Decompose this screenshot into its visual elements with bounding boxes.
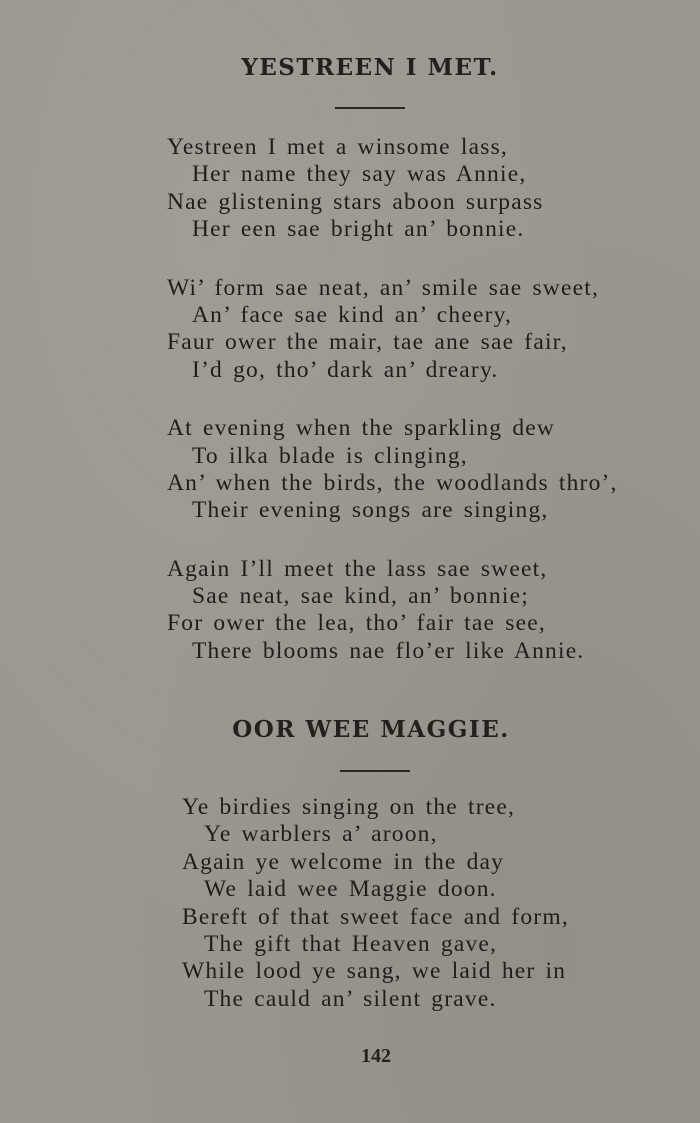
poem-line: We laid wee Maggie doon. <box>204 876 497 903</box>
poem-line: There blooms nae flo’er like Annie. <box>192 637 585 664</box>
poem-line: Ye birdies singing on the tree, <box>182 794 516 820</box>
poem-line: Their evening songs are singing, <box>192 497 549 524</box>
poem-line: Faur ower the mair, tae ane sae fair, <box>167 329 568 356</box>
poem-title-maggie: OOR WEE MAGGIE. <box>232 716 510 743</box>
poem-line: Wi’ form sae neat, an’ smile sae sweet, <box>167 274 600 301</box>
poem-line: Again I’ll meet the lass sae sweet, <box>167 555 548 582</box>
poem-line: While lood ye sang, we laid her in <box>182 958 567 985</box>
poem-line: At evening when the sparkling dew <box>167 415 556 442</box>
stanza <box>167 415 618 525</box>
title-rule <box>340 770 410 772</box>
poem-line: Sae neat, sae kind, an’ bonnie; <box>192 583 529 610</box>
poem-line: Ye warblers a’ aroon, <box>204 821 438 848</box>
poem-line: The cauld an’ silent grave. <box>204 985 497 1012</box>
poem-line: An’ when the birds, the woodlands thro’, <box>167 469 618 496</box>
poem-line: Her name they say was Annie, <box>192 161 527 188</box>
poem-line: Her een sae bright an’ bonnie. <box>192 216 525 243</box>
poem-title-yestreen: YESTREEN I MET. <box>241 54 499 81</box>
poem-line: Nae glistening stars aboon surpass <box>167 188 544 215</box>
poem-maggie <box>182 794 569 1013</box>
poem-line: Again ye welcome in the day <box>182 848 505 875</box>
poem-line: The gift that Heaven gave, <box>204 930 498 957</box>
stanza <box>167 134 618 244</box>
stanza <box>167 556 618 666</box>
poem-line: To ilka blade is clinging, <box>192 442 468 469</box>
poem-yestreen <box>167 134 618 696</box>
title-rule <box>335 107 405 109</box>
poem-line: Yestreen I met a winsome lass, <box>167 134 509 160</box>
stanza <box>167 275 618 385</box>
poem-line: An’ face sae kind an’ cheery, <box>192 301 513 328</box>
poem-line: Bereft of that sweet face and form, <box>182 903 569 930</box>
page-number: 142 <box>361 1045 391 1067</box>
poem-line: I’d go, tho’ dark an’ dreary. <box>192 356 499 383</box>
poem-line: For ower the lea, tho’ fair tae see, <box>167 610 546 637</box>
